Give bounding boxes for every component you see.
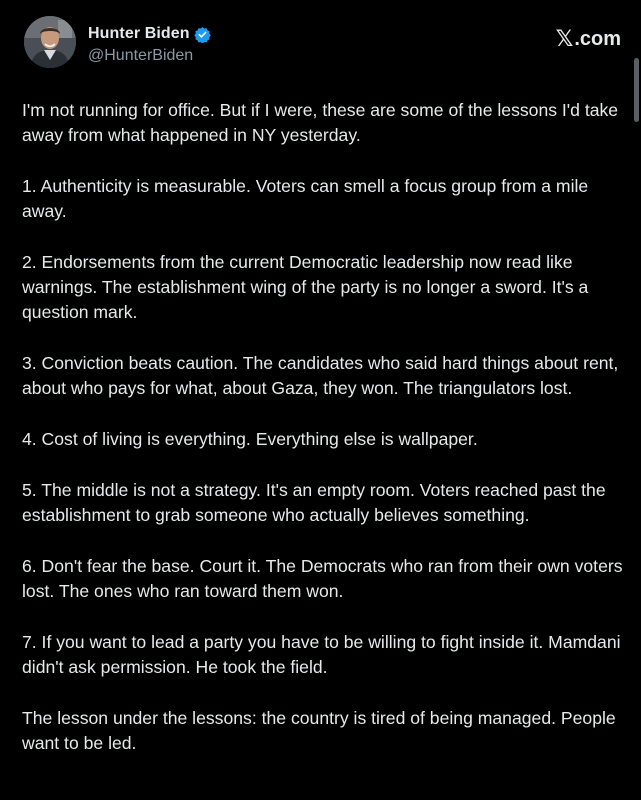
scrollbar-thumb[interactable]	[634, 58, 639, 122]
brand-domain: .com	[574, 27, 621, 50]
tweet-paragraph-lesson-3: 3. Conviction beats caution. The candidates who said hard things about rent, about who pays for what, about Gaza, they won. The triangulators lost.	[22, 353, 619, 398]
verified-badge-icon	[194, 26, 211, 43]
x-logo-icon: 𝕏	[555, 26, 574, 51]
tweet-header	[24, 16, 621, 76]
author-name-row	[88, 24, 211, 44]
tweet-paragraph-intro: I'm not running for office. But if I were, these are some of the lessons I'd take away from what happened in NY yesterday.	[22, 100, 619, 145]
avatar-photo	[24, 16, 76, 68]
author-identity	[88, 24, 211, 65]
x-com-logo	[556, 26, 621, 52]
tweet-body	[22, 98, 632, 782]
tweet-paragraph-lesson-2: 2. Endorsements from the current Democratic leadership now read like warnings. The establishment wing of the party is no longer a sword. It's a question mark.	[22, 252, 589, 322]
tweet-paragraph-lesson-4: 4. Cost of living is everything. Everything else is wallpaper.	[22, 429, 478, 449]
author-display-name[interactable]: Hunter Biden	[88, 25, 190, 42]
tweet-paragraph-lesson-7: 7. If you want to lead a party you have to be willing to fight inside it. Mamdani didn't ask permission. He took the field.	[22, 632, 621, 677]
tweet-paragraph-lesson-5: 5. The middle is not a strategy. It's an empty room. Voters reached past the establishment to grab someone who actually believes something.	[22, 480, 606, 525]
author-handle[interactable]: @HunterBiden	[88, 47, 194, 64]
tweet-paragraph-conclusion: The lesson under the lessons: the country is tired of being managed. People want to be led.	[22, 708, 616, 753]
tweet-paragraph-lesson-6: 6. Don't fear the base. Court it. The Democrats who ran from their own voters lost. The ones who ran toward them won.	[22, 556, 623, 601]
tweet-paragraph-lesson-1: 1. Authenticity is measurable. Voters can smell a focus group from a mile away.	[22, 176, 589, 221]
author-avatar[interactable]	[24, 16, 76, 68]
